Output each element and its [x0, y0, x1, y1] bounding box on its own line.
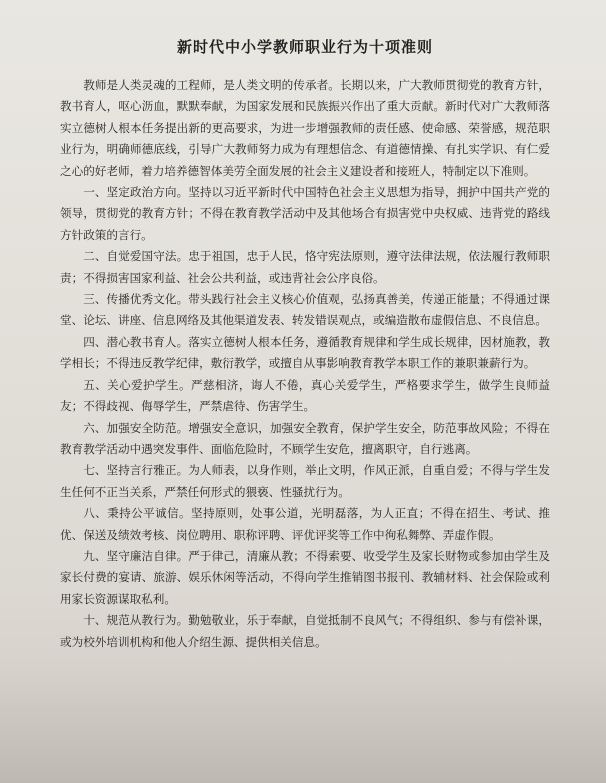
- rule-6-paragraph: 六、加强安全防范。增强安全意识，加强安全教育，保护学生安全，防范事故风险；不得在教育教学活动中遇突发事件、面临危险时，不顾学生安危，擅离职守，自行逃离。: [60, 420, 550, 456]
- rule-3-paragraph: 三、传播优秀文化。带头践行社会主义核心价值观，弘扬真善美，传递正能量；不得通过课堂、论坛、讲座、信息网络及其他渠道发表、转发错误观点，或编造散布虚假信息、不良信息。: [60, 292, 550, 328]
- rule-1-paragraph: 一、坚定政治方向。坚持以习近平新时代中国特色社会主义思想为指导，拥护中国共产党的领导，贯彻党的教育方针；不得在教育教学活动中及其他场合有损害党中央权威、违背党的路线方针政策的言行。: [60, 185, 550, 242]
- preamble-paragraph: 教师是人类灵魂的工程师，是人类文明的传承者。长期以来，广大教师贯彻党的教育方针，教书育人，呕心沥血，默默奉献，为国家发展和民族振兴作出了重大贡献。新时代对广大教师落实立德树人根本任务提出新的更高要求，为进一步增强教师的责任感、使命感、荣誉感，规范职业行为，明确师德底线，引导广大教师努力成为有理想信念、有道德情操、有扎实学识、有仁爱之心的好老师，着力培养德智体美劳全面发展的社会主义建设者和接班人，特制定以下准则。: [60, 78, 550, 178]
- rule-8-paragraph: 八、秉持公平诚信。坚持原则，处事公道，光明磊落，为人正直；不得在招生、考试、推优、保送及绩效考核、岗位聘用、职称评聘、评优评奖等工作中徇私舞弊、弄虚作假。: [60, 506, 550, 542]
- rule-10-paragraph: 十、规范从教行为。勤勉敬业，乐于奉献，自觉抵制不良风气；不得组织、参与有偿补课，或为校外培训机构和他人介绍生源、提供相关信息。: [60, 613, 550, 649]
- rule-9-paragraph: 九、坚守廉洁自律。严于律己，清廉从教；不得索要、收受学生及家长财物或参加由学生及家长付费的宴请、旅游、娱乐休闲等活动，不得向学生推销图书报刊、教辅材料、社会保险或利用家长资源谋取私利。: [60, 548, 550, 606]
- lighting-shadow: [0, 663, 606, 783]
- rule-7-paragraph: 七、坚持言行雅正。为人师表，以身作则，举止文明，作风正派，自重自爱；不得与学生发生任何不正当关系，严禁任何形式的猥亵、性骚扰行为。: [60, 463, 550, 499]
- document-title: 新时代中小学教师职业行为十项准则: [176, 38, 433, 56]
- rule-4-paragraph: 四、潜心教书育人。落实立德树人根本任务，遵循教育规律和学生成长规律，因材施教，教学相长；不得违反教学纪律，敷衍教学，或擅自从事影响教育教学本职工作的兼职兼薪行为。: [60, 334, 550, 371]
- rule-2-paragraph: 二、自觉爱国守法。忠于祖国，忠于人民，恪守宪法原则，遵守法律法规，依法履行教师职责；不得损害国家利益、社会公共利益，或违背社会公序良俗。: [60, 249, 550, 285]
- rule-5-paragraph: 五、关心爱护学生。严慈相济，诲人不倦，真心关爱学生，严格要求学生，做学生良师益友；不得歧视、侮辱学生，严禁虐待、伤害学生。: [60, 377, 550, 414]
- document-body: [60, 36, 550, 653]
